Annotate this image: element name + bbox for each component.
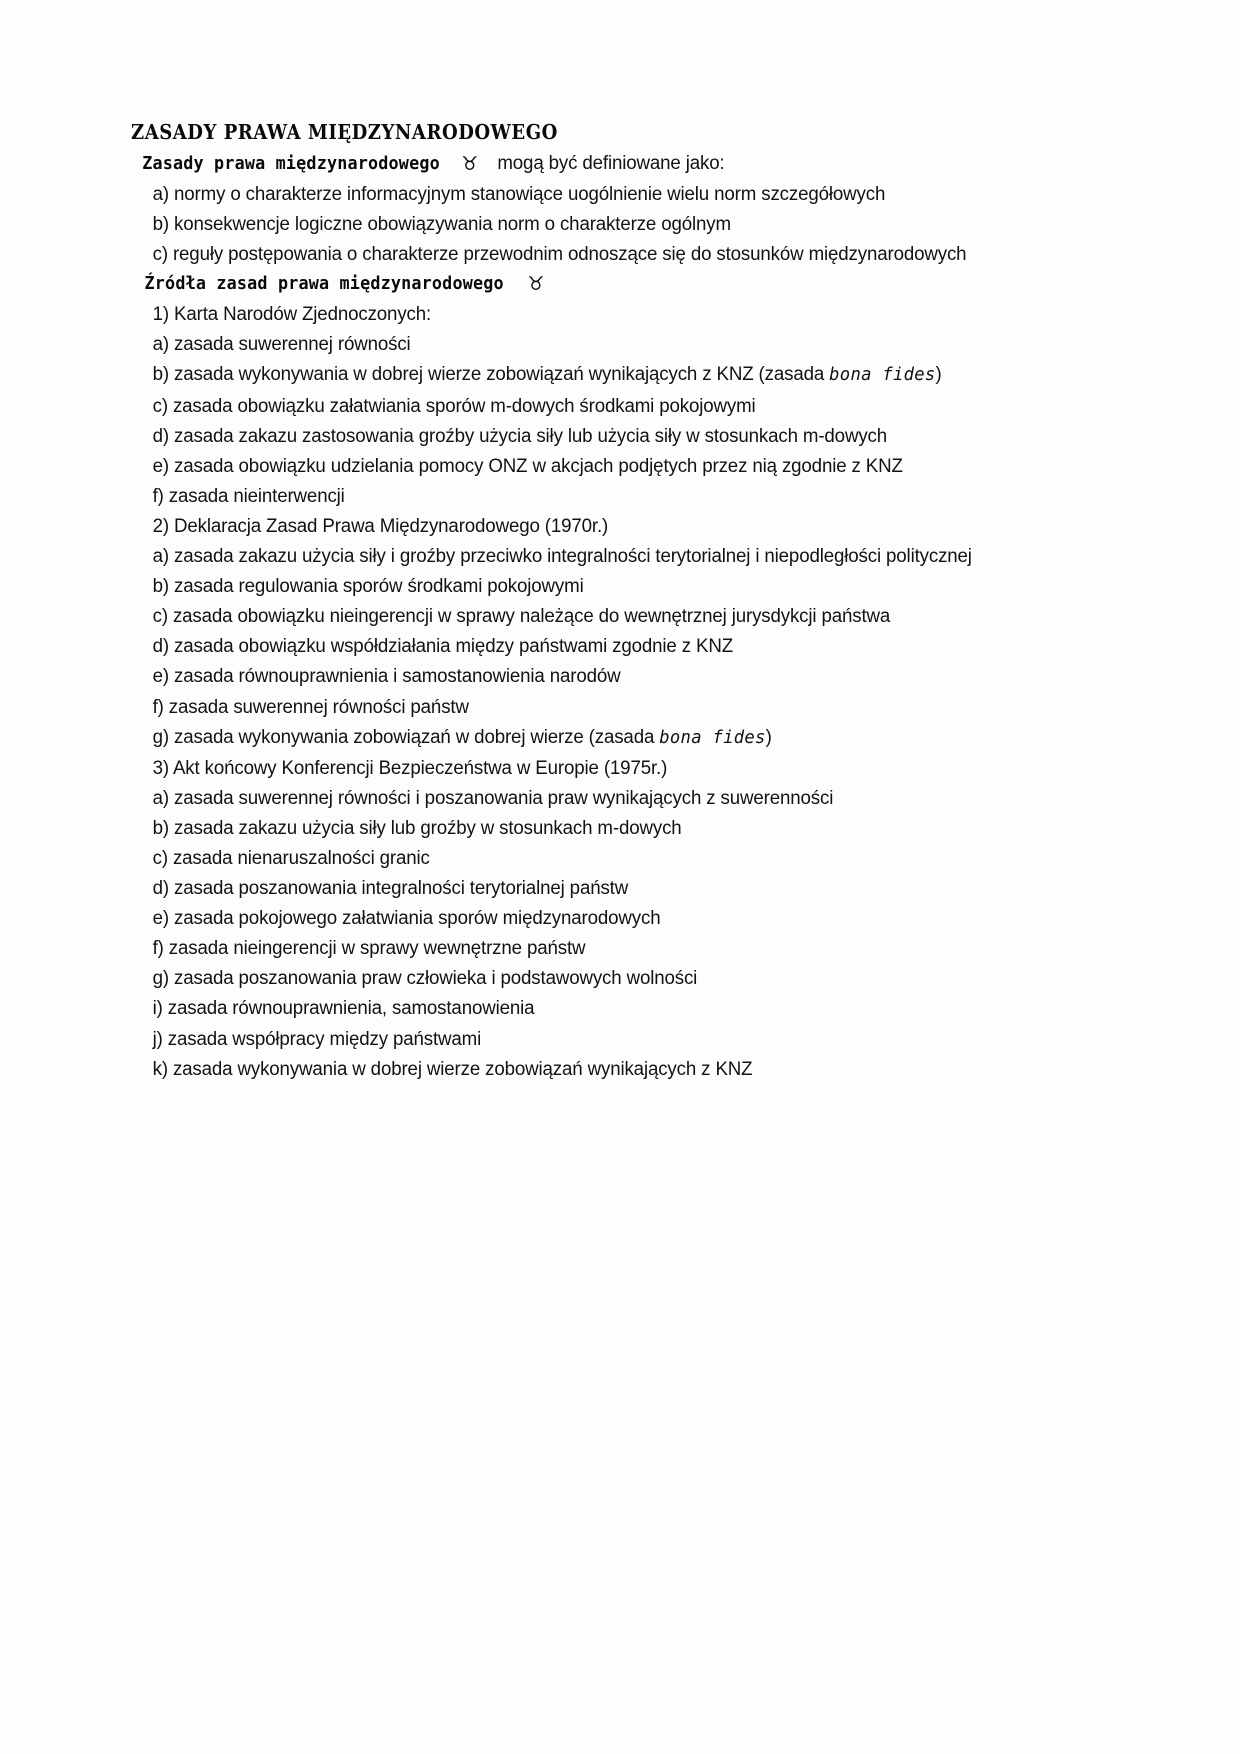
text-line: c) zasada obowiązku nieingerencji w sprawy należące do wewnętrznej jurysdykcji państwa	[152, 605, 891, 628]
text-segment: )	[765, 725, 772, 748]
text-line: b) zasada regulowania sporów środkami pokojowymi	[152, 575, 584, 598]
taurus-icon: ♉	[461, 153, 479, 175]
text-line: c) zasada nienaruszalności granic	[152, 846, 430, 869]
text-line: e) zasada obowiązku udzielania pomocy ONZ w akcjach podjętych przez nią zgodnie z KNZ	[152, 454, 903, 477]
text-line: a) zasada suwerennej równości	[152, 333, 411, 356]
text-line: c) reguły postępowania o charakterze przewodnim odnoszące się do stosunków międzynarodowych	[152, 243, 967, 266]
section-heading-label: Zasady prawa międzynarodowego	[142, 153, 440, 174]
text-line: c) zasada obowiązku załatwiania sporów m-dowych środkami pokojowymi	[152, 394, 756, 417]
text-line: i) zasada równouprawnienia, samostanowienia	[152, 997, 535, 1020]
text-line: 1) Karta Narodów Zjednoczonych:	[152, 303, 432, 326]
text-line: b) zasada zakazu użycia siły lub groźby w stosunkach m-dowych	[152, 816, 682, 839]
text-segment: b) zasada wykonywania w dobrej wierze zobowiązań wynikających z KNZ (zasada	[152, 363, 830, 386]
text-line	[153, 359, 1070, 390]
text-line	[153, 722, 1070, 753]
text-line: 2) Deklaracja Zasad Prawa Międzynarodowego (1970r.)	[152, 514, 609, 537]
text-line: d) zasada obowiązku współdziałania między państwami zgodnie z KNZ	[152, 635, 734, 658]
text-line: f) zasada nieingerencji w sprawy wewnętrzne państw	[152, 937, 586, 960]
text-line: f) zasada nieinterwencji	[152, 484, 345, 507]
document-body	[131, 118, 1091, 1084]
text-line: d) zasada zakazu zastosowania groźby użycia siły lub użycia siły w stosunkach m-dowych	[152, 424, 888, 447]
latin-term: bona fides	[829, 364, 936, 386]
section-heading	[131, 148, 1091, 179]
text-line: a) zasada suwerennej równości i poszanowania praw wynikających z suwerenności	[152, 786, 834, 809]
text-line: 3) Akt końcowy Konferencji Bezpieczeństwa w Europie (1975r.)	[152, 756, 668, 779]
text-line: e) zasada równouprawnienia i samostanowienia narodów	[152, 665, 621, 688]
text-line: e) zasada pokojowego załatwiania sporów międzynarodowych	[152, 907, 661, 930]
text-segment: )	[935, 363, 942, 386]
text-line: b) konsekwencje logiczne obowiązywania norm o charakterze ogólnym	[152, 213, 731, 236]
text-line: a) normy o charakterze informacyjnym stanowiące uogólnienie wielu norm szczegółowych	[152, 183, 886, 205]
latin-term: bona fides	[659, 726, 766, 748]
section-heading	[131, 269, 1091, 299]
text-line: g) zasada poszanowania praw człowieka i podstawowych wolności	[152, 967, 698, 990]
section-heading-trailing: mogą być definiowane jako:	[497, 152, 725, 174]
section-heading-label: Źródła zasad prawa międzynarodowego	[144, 273, 504, 295]
document-lines	[131, 148, 1091, 1084]
text-line: f) zasada suwerennej równości państw	[152, 695, 469, 718]
text-segment: g) zasada wykonywania zobowiązań w dobrej wierze (zasada	[152, 725, 660, 748]
text-line: k) zasada wykonywania w dobrej wierze zobowiązań wynikających z KNZ	[152, 1057, 753, 1080]
page-title: ZASADY PRAWA MIĘDZYNARODOWEGO	[131, 120, 558, 144]
taurus-icon: ♉	[527, 273, 545, 296]
text-line: a) zasada zakazu użycia siły i groźby przeciwko integralności terytorialnej i niepodległości politycznej	[152, 545, 972, 568]
text-line: j) zasada współpracy między państwami	[152, 1027, 482, 1050]
text-line: d) zasada poszanowania integralności terytorialnej państw	[152, 877, 629, 900]
